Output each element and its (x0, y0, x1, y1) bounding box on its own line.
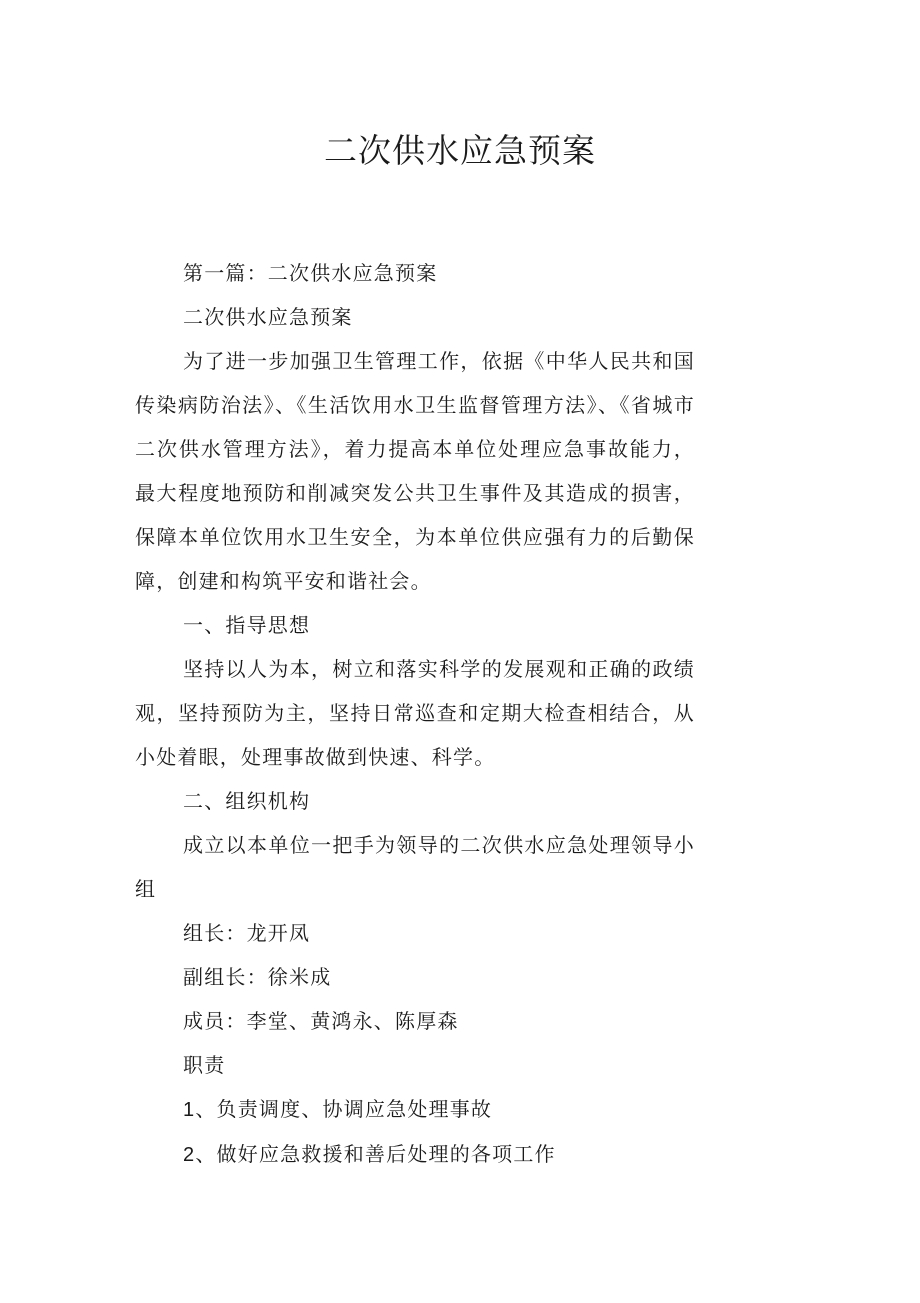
duty-item-2-number: 2 (183, 1144, 196, 1166)
section1-heading: 一、指导思想 (183, 613, 311, 637)
leader-line: 组长：龙开凤 (183, 921, 311, 945)
section1-paragraph: 坚持以人为本，树立和落实科学的发展观和正确的政绩观，坚持预防为主，坚持日常巡查和定期大检查相结合，从小处着眼，处理事故做到快速、科学。 (135, 657, 695, 769)
intro-paragraph: 为了进一步加强卫生管理工作，依据《中华人民共和国传染病防治法》、《生活饮用水卫生监督管理方法》、《省城市二次供水管理方法》，着力提高本单位处理应急事故能力，最大程度地预防和削减突发公共卫生事件及其造成的损害，保障本单位饮用水卫生安全，为本单位供应强有力的后勤保障，创建和构筑平安和谐社会。 (135, 349, 695, 593)
duty-item-1-text: 、负责调度、协调应急处理事故 (195, 1097, 493, 1121)
duty-item-1-number: 1 (183, 1099, 196, 1121)
subtitle: 二次供水应急预案 (183, 305, 353, 329)
document-title: 二次供水应急预案 (324, 131, 596, 170)
duty-item-2 (135, 1132, 695, 1177)
duties-heading: 职责 (183, 1053, 226, 1077)
section2-heading: 二、组织机构 (183, 789, 311, 813)
duty-item-1 (135, 1087, 695, 1132)
deputy-leader-line: 副组长：徐米成 (183, 965, 332, 989)
document-body (135, 251, 695, 1177)
section2-paragraph: 成立以本单位一把手为领导的二次供水应急处理领导小组 (135, 833, 695, 901)
part-heading: 第一篇：二次供水应急预案 (183, 261, 438, 285)
members-line: 成员：李堂、黄鸿永、陈厚森 (183, 1009, 459, 1033)
duty-item-2-text: 、做好应急救援和善后处理的各项工作 (195, 1142, 556, 1166)
